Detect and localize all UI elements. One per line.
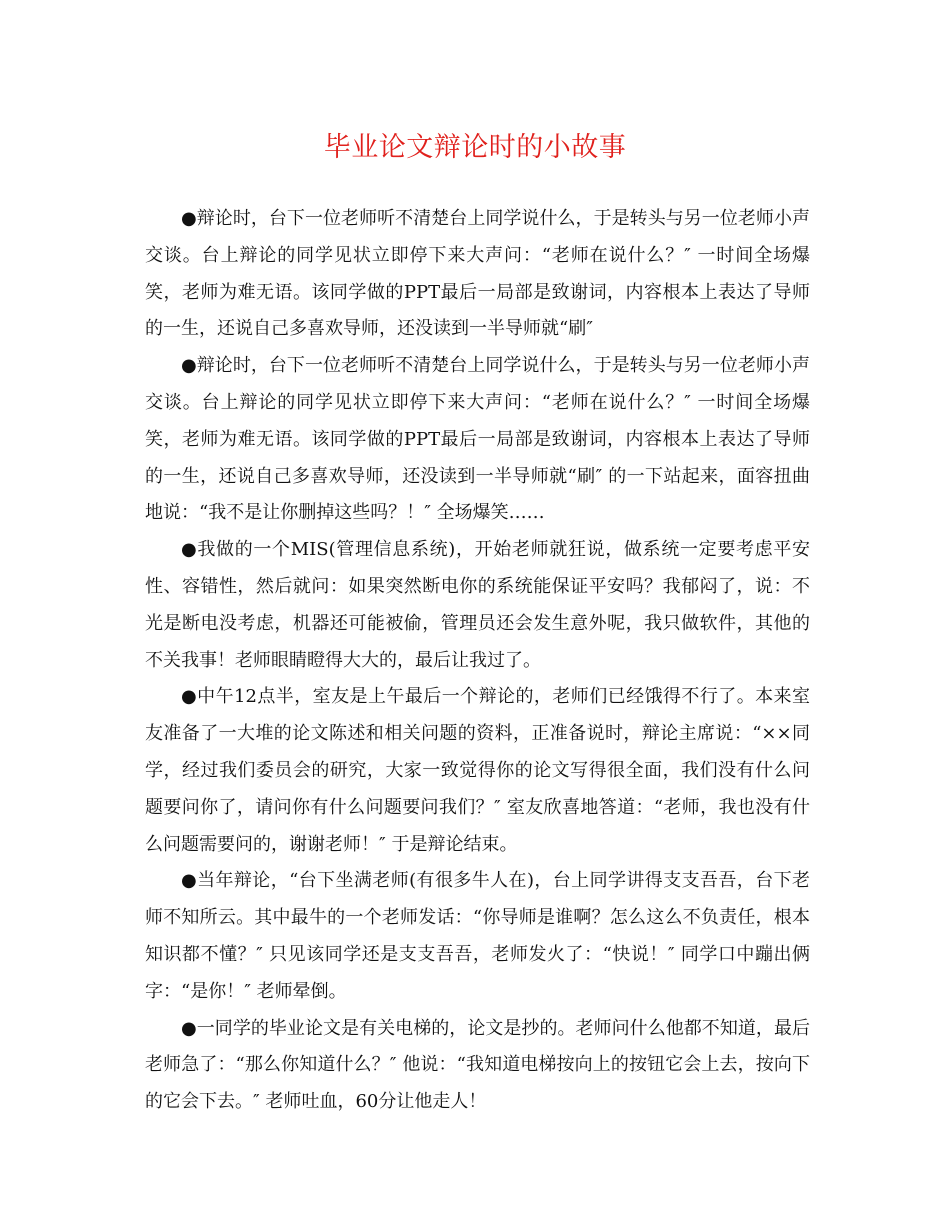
document-title: 毕业论文辩论时的小故事	[323, 132, 627, 163]
paragraph: ●辩论时，台下一位老师听不清楚台上同学说什么，于是转头与另一位老师小声交谈。台上辩论的同学见状立即停下来大声问：“老师在说什么？″ 一时间全场爆笑，老师为难无语。该同学做的PPT最后一局部是致谢词，内容根本上表达了导师的一生，还说自己多喜欢导师，还没读到一半导师就“刷″ 的一下站起来，面容扭曲地说：“我不是让你删掉这些吗？！″ 全场爆笑……	[145, 355, 810, 524]
document-body	[145, 201, 810, 1121]
paragraph: ●辩论时，台下一位老师听不清楚台上同学说什么，于是转头与另一位老师小声交谈。台上辩论的同学见状立即停下来大声问：“老师在说什么？″ 一时间全场爆笑，老师为难无语。该同学做的PPT最后一局部是致谢词，内容根本上表达了导师的一生，还说自己多喜欢导师，还没读到一半导师就“刷″	[145, 208, 810, 340]
paragraph: ●我做的一个MIS(管理信息系统)，开始老师就狂说，做系统一定要考虑平安性、容错性，然后就问：如果突然断电你的系统能保证平安吗？我郁闷了，说：不光是断电没考虑，机器还可能被偷，管理员还会发生意外呢，我只做软件，其他的不关我事！老师眼睛瞪得大大的，最后让我过了。	[145, 539, 810, 671]
paragraph: ●当年辩论，“台下坐满老师(有很多牛人在)，台上同学讲得支支吾吾，台下老师不知所云。其中最牛的一个老师发话：“你导师是谁啊？怎么这么不负责任，根本知识都不懂？″ 只见该同学还是支支吾吾，老师发火了：“快说！″ 同学口中蹦出俩字：“是你！″ 老师晕倒。	[145, 870, 810, 1002]
paragraph: ●一同学的毕业论文是有关电梯的，论文是抄的。老师问什么他都不知道，最后老师急了：“那么你知道什么？″ 他说：“我知道电梯按向上的按钮它会上去，按向下的它会下去。″ 老师吐血，60分让他走人！	[145, 1017, 810, 1113]
paragraph: ●中午12点半，室友是上午最后一个辩论的，老师们已经饿得不行了。本来室友准备了一大堆的论文陈述和相关问题的资料，正准备说时，辩论主席说：“××同学，经过我们委员会的研究，大家一致觉得你的论文写得很全面，我们没有什么问题要问你了，请问你有什么问题要问我们？″ 室友欣喜地答道：“老师，我也没有什么问题需要问的，谢谢老师！″ 于是辩论结束。	[145, 686, 810, 855]
